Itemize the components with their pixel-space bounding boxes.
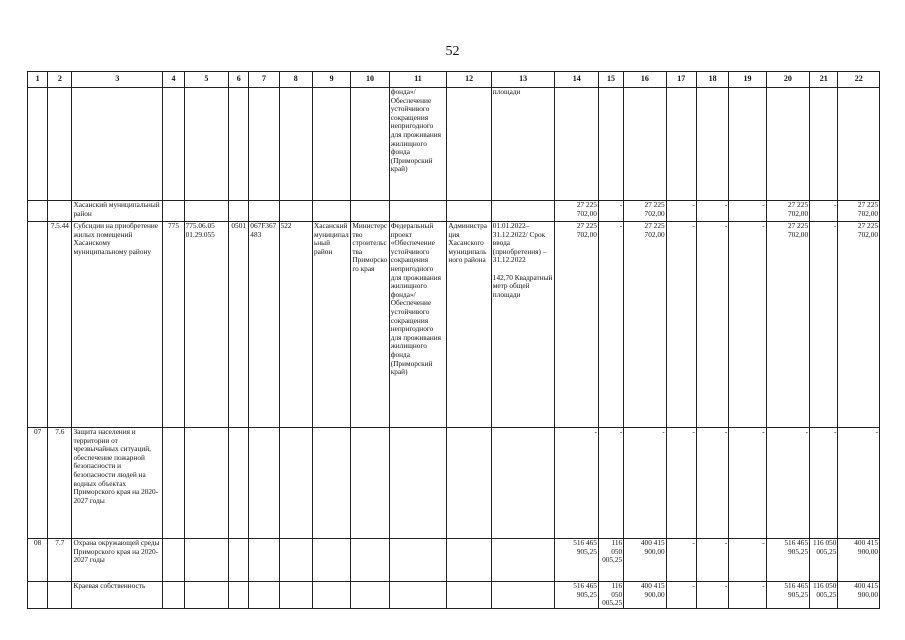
table-cell: - bbox=[666, 582, 696, 609]
table-cell: 7.7 bbox=[48, 539, 72, 582]
table-cell: - bbox=[666, 222, 696, 428]
table-row bbox=[28, 539, 880, 582]
table-cell bbox=[624, 88, 666, 201]
table-cell bbox=[229, 88, 249, 201]
table-cell: 516 465 905,25 bbox=[555, 539, 598, 582]
table-cell: 27 225 702,00 bbox=[838, 201, 880, 222]
table-cell: - bbox=[810, 222, 838, 428]
table-cell: 116 050 005,25 bbox=[598, 582, 623, 609]
table-cell: 27 225 702,00 bbox=[766, 201, 809, 222]
table-cell bbox=[766, 88, 809, 201]
table-cell bbox=[729, 88, 766, 201]
table-cell: - bbox=[696, 582, 728, 609]
header-cell: 19 bbox=[729, 72, 766, 88]
header-cell: 21 bbox=[810, 72, 838, 88]
table-cell: - bbox=[696, 222, 728, 428]
table-cell bbox=[351, 539, 389, 582]
table-cell bbox=[163, 539, 184, 582]
table-cell bbox=[229, 539, 249, 582]
table-cell: - bbox=[696, 539, 728, 582]
table-cell: Администрация Хасанского муниципального района bbox=[447, 222, 491, 428]
table-cell: 27 225 702,00 bbox=[555, 201, 598, 222]
table-cell bbox=[163, 582, 184, 609]
table-cell: 27 225 702,00 bbox=[624, 201, 666, 222]
table-cell: - bbox=[624, 428, 666, 539]
table-cell: Хасанский муниципальный район bbox=[72, 201, 163, 222]
table-cell: 27 225 702,00 bbox=[766, 222, 809, 428]
header-cell: 17 bbox=[666, 72, 696, 88]
table-row bbox=[28, 88, 880, 201]
budget-table bbox=[27, 71, 880, 609]
table-cell: - bbox=[598, 222, 623, 428]
table-cell bbox=[351, 582, 389, 609]
table-cell bbox=[838, 88, 880, 201]
table-cell bbox=[184, 88, 228, 201]
table-cell: 516 465 905,25 bbox=[766, 539, 809, 582]
table-row bbox=[28, 428, 880, 539]
table-row bbox=[28, 582, 880, 609]
table-cell bbox=[351, 88, 389, 201]
table-cell: Министерство строительства Приморского края bbox=[351, 222, 389, 428]
table-cell: 27 225 702,00 bbox=[555, 222, 598, 428]
table-cell: 116 050 005,25 bbox=[598, 539, 623, 582]
table-row bbox=[28, 201, 880, 222]
table-cell: 7.6 bbox=[48, 428, 72, 539]
table-cell bbox=[28, 201, 48, 222]
table-cell bbox=[48, 201, 72, 222]
table-cell: 116 050 005,25 bbox=[810, 539, 838, 582]
table-cell: - bbox=[666, 201, 696, 222]
table-cell bbox=[249, 539, 279, 582]
table-cell bbox=[249, 88, 279, 201]
table-cell: - bbox=[696, 201, 728, 222]
table-cell: - bbox=[838, 428, 880, 539]
table-cell bbox=[184, 539, 228, 582]
header-cell: 4 bbox=[163, 72, 184, 88]
table-cell bbox=[555, 88, 598, 201]
table-cell: 7.5.44 bbox=[48, 222, 72, 428]
table-cell: 27 225 702,00 bbox=[624, 222, 666, 428]
table-cell bbox=[279, 539, 312, 582]
header-cell: 8 bbox=[279, 72, 312, 88]
table-cell bbox=[184, 201, 228, 222]
table-cell bbox=[279, 201, 312, 222]
table-cell: 08 bbox=[28, 539, 48, 582]
table-cell bbox=[312, 88, 350, 201]
table-cell: фонда»/Обеспечение устойчивого сокращения непригодного для проживания жилищного фонда (Приморский край) bbox=[389, 88, 447, 201]
table-cell bbox=[447, 428, 491, 539]
table-cell bbox=[28, 88, 48, 201]
table-cell bbox=[249, 201, 279, 222]
header-cell: 20 bbox=[766, 72, 809, 88]
table-cell: 522 bbox=[279, 222, 312, 428]
table-cell: 01.01.2022–31.12.2022/ Срок ввода (приобретения) – 31.12.2022 142,70 Квадратный метр общей площади bbox=[491, 222, 555, 428]
table-cell bbox=[810, 88, 838, 201]
table-cell: Субсидии на приобретение жилых помещений Хасанскому муниципальному району bbox=[72, 222, 163, 428]
header-cell: 11 bbox=[389, 72, 447, 88]
table-cell bbox=[249, 428, 279, 539]
table-cell: - bbox=[666, 539, 696, 582]
table-cell: 400 415 900,00 bbox=[624, 539, 666, 582]
table-cell: - bbox=[666, 428, 696, 539]
table-cell bbox=[229, 201, 249, 222]
table-cell bbox=[666, 88, 696, 201]
table-cell: - bbox=[810, 428, 838, 539]
table-cell bbox=[48, 88, 72, 201]
table-cell: - bbox=[810, 201, 838, 222]
table-cell bbox=[312, 582, 350, 609]
table-cell bbox=[351, 201, 389, 222]
table-cell: Защита населения и территории от чрезвычайных ситуаций, обеспечение пожарной безопасности и безопасности людей на водных объектах Приморского края на 2020-2027 годы bbox=[72, 428, 163, 539]
page-number: 52 bbox=[445, 44, 460, 59]
table-cell bbox=[491, 582, 555, 609]
table-cell bbox=[491, 201, 555, 222]
table-cell: площади bbox=[491, 88, 555, 201]
table-cell bbox=[598, 88, 623, 201]
table-cell bbox=[28, 222, 48, 428]
header-cell: 22 bbox=[838, 72, 880, 88]
table-cell: 067F367483 bbox=[249, 222, 279, 428]
table-cell bbox=[491, 428, 555, 539]
table-cell bbox=[184, 582, 228, 609]
table-cell: - bbox=[696, 428, 728, 539]
table-cell bbox=[312, 539, 350, 582]
table-cell: 07 bbox=[28, 428, 48, 539]
header-cell: 3 bbox=[72, 72, 163, 88]
table-cell bbox=[184, 428, 228, 539]
table-cell: Хасанский муниципальный район bbox=[312, 222, 350, 428]
header-cell: 13 bbox=[491, 72, 555, 88]
header-cell: 2 bbox=[48, 72, 72, 88]
table-cell bbox=[48, 582, 72, 609]
table-cell: - bbox=[598, 428, 623, 539]
table-cell bbox=[279, 428, 312, 539]
table-cell: - bbox=[729, 582, 766, 609]
table-cell bbox=[351, 428, 389, 539]
table-cell bbox=[229, 582, 249, 609]
table-cell: 400 415 900,00 bbox=[838, 582, 880, 609]
table-cell bbox=[389, 428, 447, 539]
header-cell: 18 bbox=[696, 72, 728, 88]
table-cell bbox=[447, 201, 491, 222]
table-cell: 27 225 702,00 bbox=[838, 222, 880, 428]
table-cell bbox=[229, 428, 249, 539]
header-cell: 14 bbox=[555, 72, 598, 88]
header-cell: 6 bbox=[229, 72, 249, 88]
table-cell bbox=[447, 88, 491, 201]
table-cell bbox=[279, 582, 312, 609]
header-cell: 9 bbox=[312, 72, 350, 88]
table-cell: 400 415 900,00 bbox=[624, 582, 666, 609]
header-cell: 15 bbox=[598, 72, 623, 88]
header-row bbox=[28, 72, 880, 88]
table-cell bbox=[72, 88, 163, 201]
table-cell bbox=[696, 88, 728, 201]
table-cell bbox=[312, 201, 350, 222]
table-cell bbox=[389, 582, 447, 609]
table-cell bbox=[312, 428, 350, 539]
table-cell bbox=[163, 201, 184, 222]
table-row bbox=[28, 222, 880, 428]
table-cell bbox=[389, 539, 447, 582]
table-cell bbox=[389, 201, 447, 222]
table-cell: Краевая собственность bbox=[72, 582, 163, 609]
table-cell: - bbox=[766, 428, 809, 539]
table-cell bbox=[163, 428, 184, 539]
table-cell: - bbox=[555, 428, 598, 539]
header-cell: 7 bbox=[249, 72, 279, 88]
table-cell bbox=[491, 539, 555, 582]
table-cell bbox=[447, 539, 491, 582]
table-cell bbox=[279, 88, 312, 201]
table-cell bbox=[447, 582, 491, 609]
table-cell: 0501 bbox=[229, 222, 249, 428]
table-cell: - bbox=[729, 539, 766, 582]
table-cell: 516 465 905,25 bbox=[555, 582, 598, 609]
table-cell: 400 415 900,00 bbox=[838, 539, 880, 582]
table-cell: - bbox=[729, 201, 766, 222]
table-cell: - bbox=[729, 428, 766, 539]
table-cell bbox=[28, 582, 48, 609]
table-cell: - bbox=[729, 222, 766, 428]
table-cell: 516 465 905,25 bbox=[766, 582, 809, 609]
table-cell: 116 050 005,25 bbox=[810, 582, 838, 609]
table-cell: 775.06.05 01.29.055 bbox=[184, 222, 228, 428]
header-cell: 1 bbox=[28, 72, 48, 88]
header-cell: 10 bbox=[351, 72, 389, 88]
table-cell: Федеральный проект «Обеспечение устойчивого сокращения непригодного для проживания жилищного фонда»/Обеспечение устойчивого сокращения непригодного для проживания жилищного фонда (Приморский край) bbox=[389, 222, 447, 428]
table-cell: Охрана окружающей среды Приморского края на 2020-2027 годы bbox=[72, 539, 163, 582]
header-cell: 16 bbox=[624, 72, 666, 88]
header-cell: 12 bbox=[447, 72, 491, 88]
table-cell: - bbox=[598, 201, 623, 222]
header-cell: 5 bbox=[184, 72, 228, 88]
table-cell bbox=[249, 582, 279, 609]
table-cell: 775 bbox=[163, 222, 184, 428]
table-cell bbox=[163, 88, 184, 201]
